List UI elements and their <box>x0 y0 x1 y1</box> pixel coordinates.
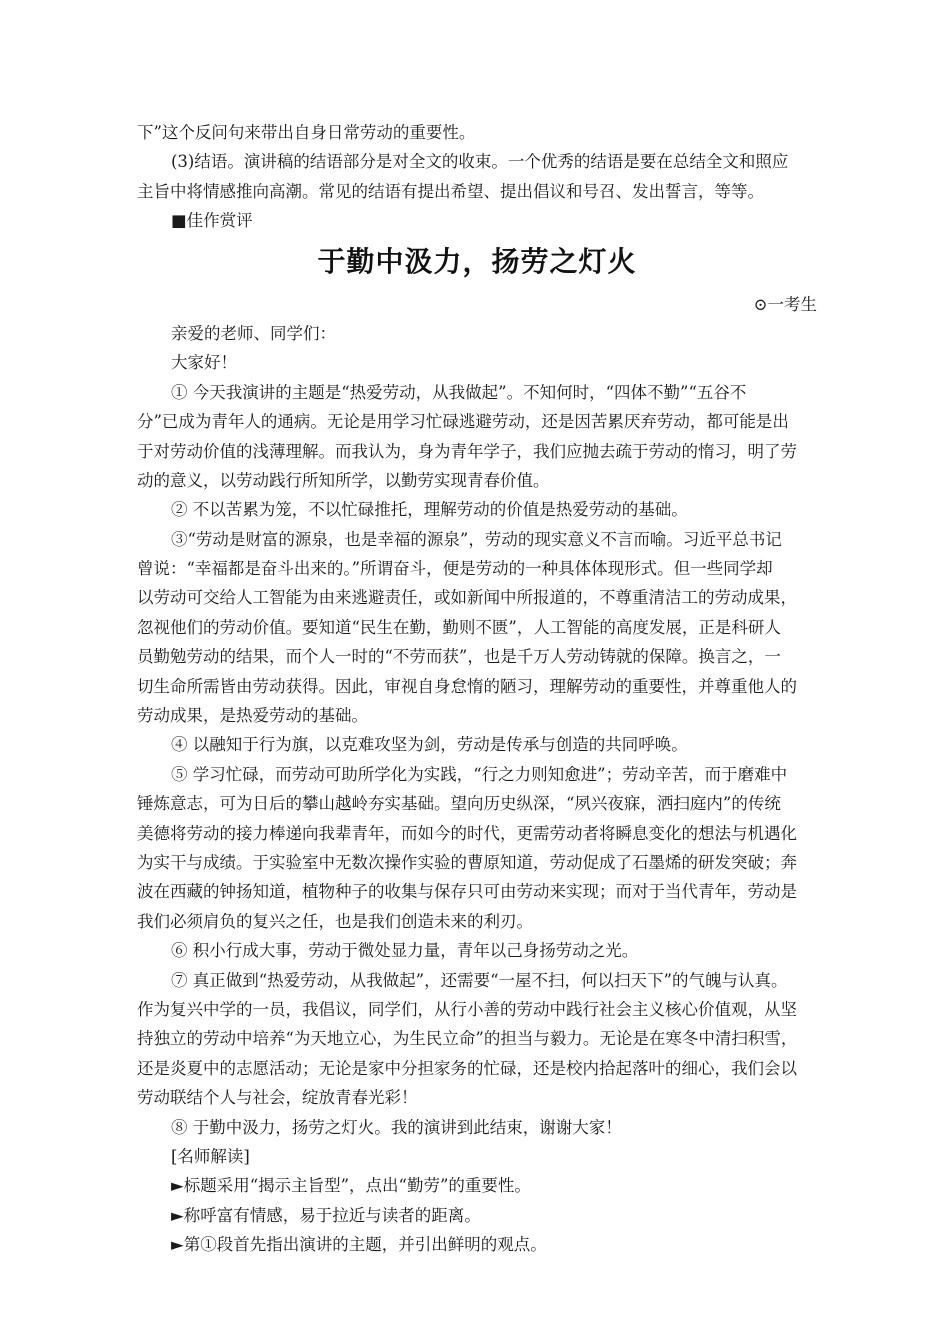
text-line: 切生命所需皆由劳动获得。因此，审视自身怠惰的陋习，理解劳动的重要性，并尊重他人的 <box>137 676 797 696</box>
paragraph-6: ⑥ 积小行成大事，劳动于微处显力量，青年以己身扬劳动之光。 <box>171 941 639 961</box>
text-line: 于对劳动价值的浅薄理解。而我认为，身为青年学子，我们应抛去疏于劳动的惰习，明了劳 <box>137 441 797 461</box>
text-line: 分”已成为青年人的通病。无论是用学习忙碌逃避劳动，还是因苦累厌弃劳动，都可能是出 <box>137 412 789 432</box>
text-line: 动的意义，以劳动践行所知所学，以勤劳实现青春价值。 <box>137 470 550 490</box>
text-line: 美德将劳动的接力棒递向我辈青年，而如今的时代，更需劳动者将瞬息变化的想法与机遇化 <box>137 823 797 843</box>
text-line: 劳动联结个人与社会，绽放青春光彩！ <box>137 1088 418 1108</box>
paragraph-2: ② 不以苦累为笼，不以忙碌推托，理解劳动的价值是热爱劳动的基础。 <box>171 500 688 520</box>
text-line: 主旨中将情感推向高潮。常见的结语有提出希望、提出倡议和号召、发出誓言，等等。 <box>137 181 764 201</box>
paragraph-5 <box>137 760 817 936</box>
greeting-hello: 大家好！ <box>171 353 237 373</box>
text-line: 劳动成果，是热爱劳动的基础。 <box>137 706 368 726</box>
text-line: 员勤勉劳动的结果，而个人一时的“不劳而获”，也是千万人劳动铸就的保障。换言之，一 <box>137 647 781 667</box>
commentary-point: ►称呼富有情感，易于拉近与读者的距离。 <box>171 1205 481 1225</box>
text-line: 还是炎夏中的志愿活动；无论是家中分担家务的忙碌，还是校内拾起落叶的细心，我们会以 <box>137 1058 797 1078</box>
essay-author: ⊙一考生 <box>753 294 817 314</box>
text-line: 作为复兴中学的一员，我倡议，同学们，从行小善的劳动中践行社会主义核心价值观，从坚 <box>137 999 797 1019</box>
commentary-point: ►标题采用“揭示主旨型”，点出“勤劳”的重要性。 <box>171 1176 531 1196</box>
essay-title: 于勤中汲力，扬劳之灯火 <box>317 244 637 278</box>
text-line: 锤炼意志，可为日后的攀山越岭夯实基础。望向历史纵深，“夙兴夜寐，洒扫庭内”的传统 <box>137 794 781 814</box>
paragraph-1 <box>137 378 817 496</box>
paragraph-8: ⑧ 于勤中汲力，扬劳之灯火。我的演讲到此结束，谢谢大家！ <box>171 1117 622 1137</box>
text-line: ① 今天我演讲的主题是“热爱劳动，从我做起”。不知何时，“四体不勤”“五谷不 <box>171 382 747 402</box>
greeting: 亲爱的老师、同学们： <box>171 323 336 343</box>
text-line: ③“劳动是财富的源泉，也是幸福的源泉”，劳动的现实意义不言而喻。习近平总书记 <box>171 529 782 549</box>
text-line: 波在西藏的钟扬知道，植物种子的收集与保存只可由劳动来实现；而对于当代青年，劳动是 <box>137 882 797 902</box>
commentary-point: ►第①段首先指出演讲的主题，并引出鲜明的观点。 <box>171 1235 547 1255</box>
text-line: 以劳动可交给人工智能为由来逃避责任，或如新闻中所报道的，不尊重清洁工的劳动成果， <box>137 588 797 608</box>
section-heading: ■佳作赏评 <box>171 211 253 231</box>
text-line: 下”这个反问句来带出自身日常劳动的重要性。 <box>137 123 476 142</box>
commentary-heading: [名师解读] <box>171 1146 250 1166</box>
text-line: 为实干与成绩。于实验室中无数次操作实验的曹原知道，劳动促成了石墨烯的研发突破；奔 <box>137 852 797 872</box>
paragraph-4: ④ 以融知于行为旗，以克难攻坚为剑，劳动是传承与创造的共同呼唤。 <box>171 735 688 755</box>
text-line: 忽视他们的劳动价值。要知道“民生在勤，勤则不匮”，人工智能的高度发展，正是科研人 <box>137 617 781 637</box>
text-line: 我们必须肩负的复兴之任，也是我们创造未来的利刃。 <box>137 911 533 931</box>
text-line: 曾说：“幸福都是奋斗出来的。”所谓奋斗，便是劳动的一种具体体现形式。但一些同学却 <box>137 559 773 579</box>
text-line: (3)结语。演讲稿的结语部分是对全文的收束。一个优秀的结语是要在总结全文和照应 <box>171 152 789 172</box>
document-page <box>137 118 817 1259</box>
text-line: ⑤ 学习忙碌，而劳动可助所学化为实践，“行之力则知愈进”；劳动辛苦，而于磨难中 <box>171 764 788 784</box>
paragraph-7 <box>137 966 817 1113</box>
paragraph-3 <box>137 525 817 731</box>
text-line: ⑦ 真正做到“热爱劳动，从我做起”，还需要“一屋不扫，何以扫天下”的气魄与认真。 <box>171 970 788 990</box>
text-line: 持独立的劳动中培养“为天地立心，为生民立命”的担当与毅力。无论是在寒冬中清扫积雪， <box>137 1029 798 1049</box>
